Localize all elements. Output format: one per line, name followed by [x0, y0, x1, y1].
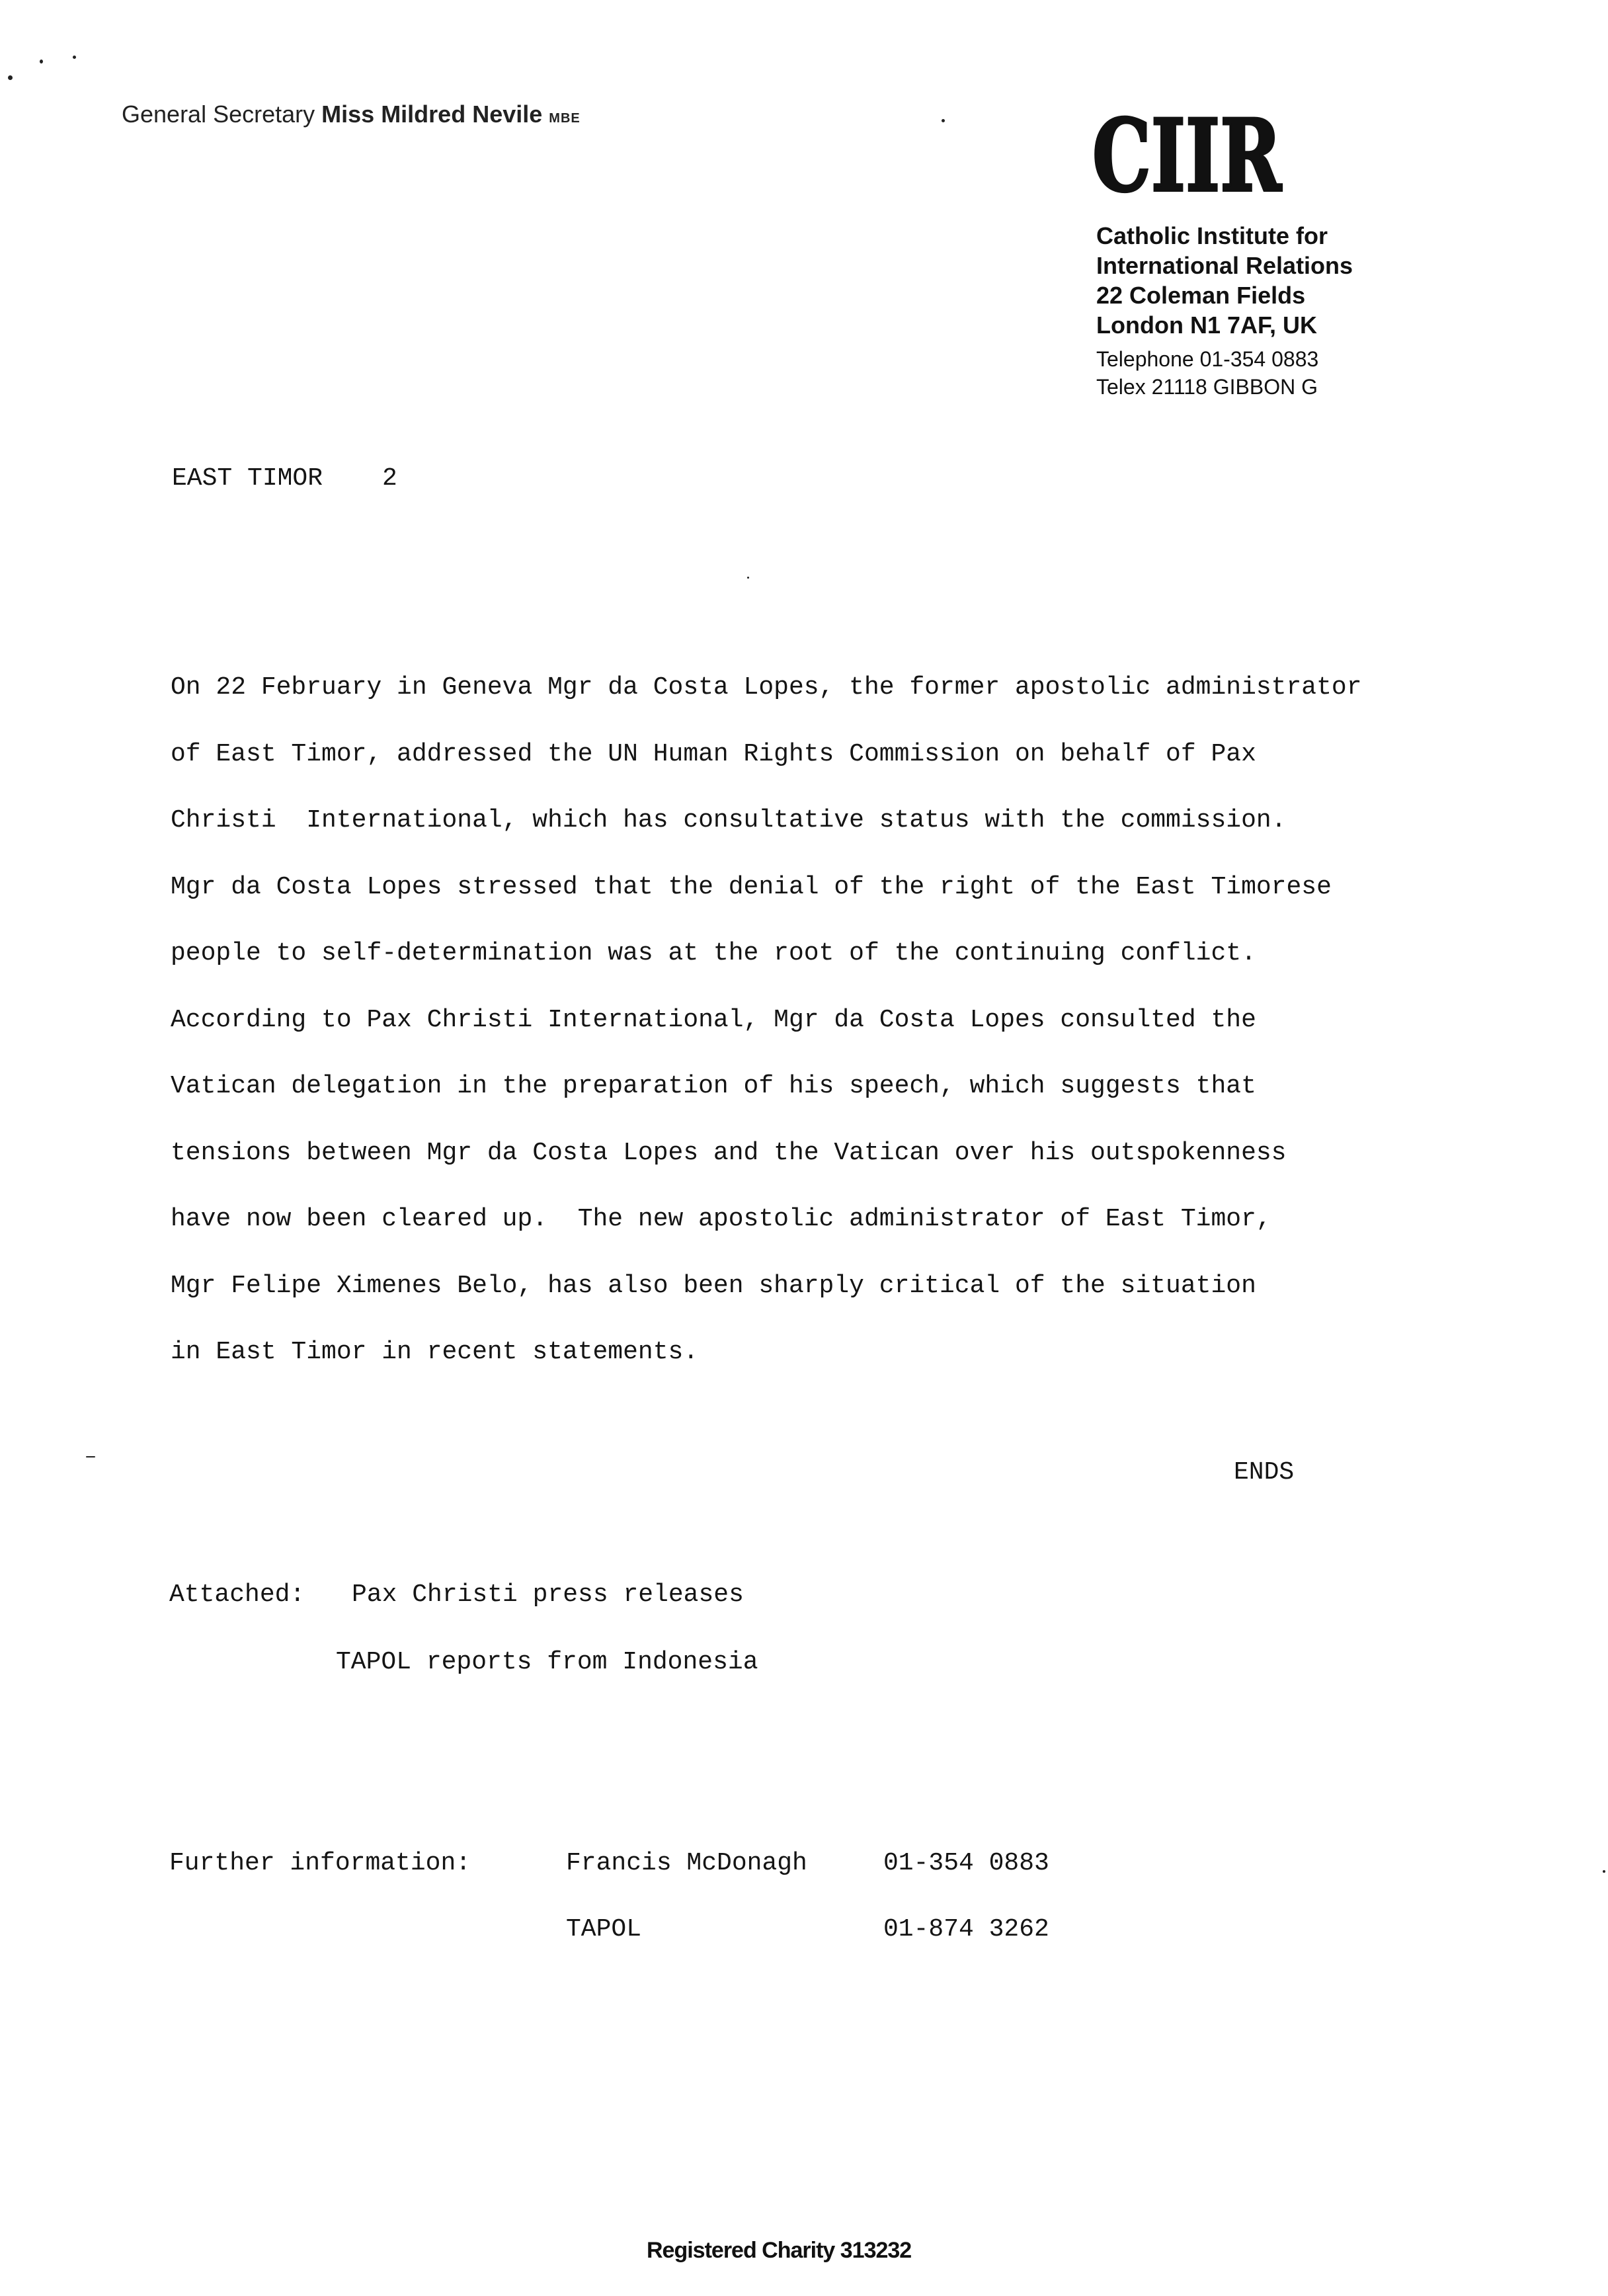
- body-line: Vatican delegation in the preparation of his speech, which suggests that: [171, 1072, 1256, 1100]
- attached-item: Pax Christi press releases: [352, 1580, 744, 1609]
- secretary-prefix: General Secretary: [122, 101, 315, 128]
- attached-label: Attached:: [169, 1580, 305, 1609]
- secretary-name: Miss Mildred Nevile: [321, 101, 543, 128]
- scan-speck: [73, 56, 76, 59]
- ciir-logo-lettering: CIIR: [1092, 98, 1282, 214]
- body-line: tensions between Mgr da Costa Lopes and the Vatican over his outspokenness: [171, 1138, 1287, 1167]
- contact-phone: 01-874 3262: [883, 1915, 1049, 1944]
- contact-phone: 01-354 0883: [883, 1849, 1049, 1877]
- scan-speck: [942, 119, 945, 122]
- body-line: of East Timor, addressed the UN Human Rights Commission on behalf of Pax: [171, 739, 1256, 768]
- org-telephone: Telephone 01-354 0883: [1096, 347, 1319, 371]
- body-paragraph: [171, 655, 1362, 1386]
- org-line: Catholic Institute for: [1096, 222, 1328, 249]
- further-information-label: Further information:: [169, 1849, 471, 1877]
- page-heading: [172, 464, 397, 493]
- org-telex: Telex 21118 GIBBON G: [1096, 375, 1318, 399]
- secretary-honour: MBE: [549, 111, 581, 126]
- body-line: people to self-determination was at the root of the continuing conflict.: [171, 939, 1256, 967]
- scan-speck: [8, 75, 13, 80]
- scan-speck: [86, 1456, 95, 1457]
- heading-title: EAST TIMOR: [172, 464, 323, 493]
- body-line: have now been cleared up. The new apostolic administrator of East Timor,: [171, 1205, 1271, 1233]
- attached-section: [169, 1580, 744, 1609]
- org-line: International Relations: [1096, 252, 1353, 279]
- general-secretary-line: [122, 101, 581, 128]
- page-number: 2: [382, 464, 397, 493]
- body-line: Mgr Felipe Ximenes Belo, has also been sharply critical of the situation: [171, 1271, 1256, 1300]
- body-line: in East Timor in recent statements.: [171, 1338, 699, 1366]
- scan-speck: [747, 577, 749, 579]
- attached-item: TAPOL reports from Indonesia: [336, 1648, 758, 1676]
- org-line: London N1 7AF, UK: [1096, 311, 1317, 339]
- org-line: 22 Coleman Fields: [1096, 282, 1306, 309]
- scan-speck: [40, 60, 43, 63]
- registered-charity-footer: Registered Charity 313232: [647, 2238, 912, 2263]
- scan-speck: [1603, 1870, 1605, 1873]
- ciir-logo: [1090, 98, 1288, 214]
- contact-name: TAPOL: [566, 1915, 642, 1944]
- body-line: On 22 February in Geneva Mgr da Costa Lopes, the former apostolic administrator: [171, 673, 1362, 702]
- body-line: Mgr da Costa Lopes stressed that the denial of the right of the East Timorese: [171, 872, 1332, 901]
- contact-name: Francis McDonagh: [566, 1849, 807, 1877]
- body-line: Christi International, which has consultative status with the commission.: [171, 806, 1287, 835]
- ends-marker: ENDS: [1234, 1458, 1295, 1487]
- body-line: According to Pax Christi International, Mgr da Costa Lopes consulted the: [171, 1005, 1256, 1034]
- organisation-address: [1096, 221, 1353, 401]
